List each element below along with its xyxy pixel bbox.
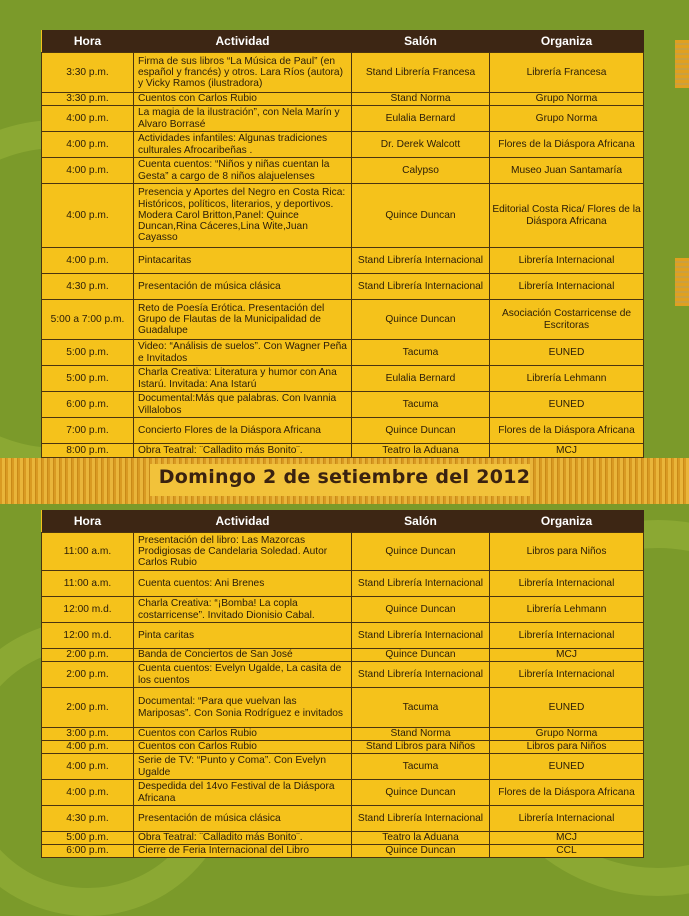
cell-hora: 7:00 p.m. [42, 418, 134, 444]
cell-salon: Tacuma [352, 688, 490, 728]
cell-actividad: Presencia y Aportes del Negro en Costa Rica: Históricos, políticos, literarios, y deportivos. Modera Carol Britton,Panel: Quince Duncan,Rina Cáceres,Lina Wite,Juan Cayasso [134, 184, 352, 248]
table-row [42, 340, 644, 366]
header-actividad: Actividad [134, 510, 352, 533]
cell-salon: Eulalia Bernard [352, 366, 490, 392]
cell-actividad: Cierre de Feria Internacional del Libro [134, 845, 352, 858]
cell-salon: Stand Librería Internacional [352, 623, 490, 649]
cell-hora: 5:00 p.m. [42, 340, 134, 366]
cell-actividad: La magia de la ilustración”, con Nela Marín y Alvaro Borrasé [134, 106, 352, 132]
table-row [42, 728, 644, 741]
table-row [42, 806, 644, 832]
table-row [42, 649, 644, 662]
cell-actividad: Cuentos con Carlos Rubio [134, 728, 352, 741]
table-header-row [42, 30, 644, 53]
cell-hora: 12:00 m.d. [42, 623, 134, 649]
cell-organiza: Editorial Costa Rica/ Flores de la Diáspora Africana [490, 184, 644, 248]
table-row [42, 662, 644, 688]
cell-salon: Tacuma [352, 392, 490, 418]
table-row [42, 106, 644, 132]
cell-hora: 3:30 p.m. [42, 93, 134, 106]
cell-actividad: Documental: “Para que vuelvan las Mariposas”. Con Sonia Rodríguez e invitados [134, 688, 352, 728]
cell-hora: 4:00 p.m. [42, 248, 134, 274]
cell-hora: 4:00 p.m. [42, 184, 134, 248]
table-row [42, 93, 644, 106]
header-actividad: Actividad [134, 30, 352, 53]
table-row [42, 53, 644, 93]
cell-hora: 4:00 p.m. [42, 106, 134, 132]
table-row [42, 688, 644, 728]
cell-salon: Quince Duncan [352, 418, 490, 444]
cell-salon: Quince Duncan [352, 184, 490, 248]
cell-organiza: Grupo Norma [490, 93, 644, 106]
cell-actividad: Charla Creativa: Literatura y humor con Ana Istarú. Invitada: Ana Istarú [134, 366, 352, 392]
table-row [42, 623, 644, 649]
cell-hora: 4:30 p.m. [42, 274, 134, 300]
cell-salon: Stand Librería Internacional [352, 571, 490, 597]
cell-actividad: Pinta caritas [134, 623, 352, 649]
cell-actividad: Cuentos con Carlos Rubio [134, 741, 352, 754]
cell-salon: Quince Duncan [352, 649, 490, 662]
cell-organiza: MCJ [490, 649, 644, 662]
table-header-row [42, 510, 644, 533]
header-salon: Salón [352, 510, 490, 533]
cell-salon: Dr. Derek Walcott [352, 132, 490, 158]
cell-actividad: Cuenta cuentos: Ani Brenes [134, 571, 352, 597]
cell-hora: 11:00 a.m. [42, 533, 134, 571]
cell-hora: 5:00 p.m. [42, 832, 134, 845]
cell-organiza: Librería Lehmann [490, 597, 644, 623]
cell-salon: Quince Duncan [352, 597, 490, 623]
cell-salon: Stand Librería Internacional [352, 248, 490, 274]
cell-hora: 4:30 p.m. [42, 806, 134, 832]
side-tab-decoration [675, 258, 689, 306]
cell-hora: 2:00 p.m. [42, 649, 134, 662]
cell-salon: Stand Librería Internacional [352, 274, 490, 300]
cell-organiza: Librería Internacional [490, 806, 644, 832]
table-row [42, 274, 644, 300]
cell-hora: 2:00 p.m. [42, 688, 134, 728]
cell-organiza: Librería Internacional [490, 623, 644, 649]
day-banner [0, 458, 689, 504]
table-row [42, 533, 644, 571]
cell-hora: 4:00 p.m. [42, 754, 134, 780]
cell-organiza: Librería Internacional [490, 571, 644, 597]
cell-salon: Quince Duncan [352, 845, 490, 858]
schedule-table-day1 [41, 30, 644, 458]
cell-hora: 6:00 p.m. [42, 392, 134, 418]
cell-organiza: Museo Juan Santamaría [490, 158, 644, 184]
cell-hora: 5:00 a 7:00 p.m. [42, 300, 134, 340]
table-row [42, 571, 644, 597]
cell-organiza: CCL [490, 845, 644, 858]
cell-organiza: Grupo Norma [490, 106, 644, 132]
cell-actividad: Presentación de música clásica [134, 806, 352, 832]
table-row [42, 444, 644, 458]
header-hora: Hora [42, 30, 134, 53]
cell-salon: Stand Libros para Niños [352, 741, 490, 754]
header-organiza: Organiza [490, 510, 644, 533]
table-row [42, 132, 644, 158]
cell-organiza: Asociación Costarricense de Escritoras [490, 300, 644, 340]
table-row [42, 366, 644, 392]
table-row [42, 741, 644, 754]
cell-actividad: Documental:Más que palabras. Con Ivannia Villalobos [134, 392, 352, 418]
table-row [42, 754, 644, 780]
cell-hora: 6:00 p.m. [42, 845, 134, 858]
cell-organiza: EUNED [490, 340, 644, 366]
cell-organiza: Librería Lehmann [490, 366, 644, 392]
table-row [42, 300, 644, 340]
header-organiza: Organiza [490, 30, 644, 53]
cell-actividad: Presentación del libro: Las Mazorcas Prodigiosas de Candelaria Soledad. Autor Carlos Rubio [134, 533, 352, 571]
cell-hora: 12:00 m.d. [42, 597, 134, 623]
cell-actividad: Firma de sus libros “La Música de Paul” (en español y francés) y otros. Lara Ríos (autora) y Vicky Ramos (ilustradora) [134, 53, 352, 93]
table-row [42, 845, 644, 858]
cell-actividad: Video: “Análisis de suelos”. Con Wagner Peña e Invitados [134, 340, 352, 366]
cell-organiza: Librería Internacional [490, 274, 644, 300]
cell-salon: Calypso [352, 158, 490, 184]
cell-salon: Teatro la Aduana [352, 444, 490, 458]
cell-actividad: Cuenta cuentos: Evelyn Ugalde, La casita de los cuentos [134, 662, 352, 688]
cell-salon: Teatro la Aduana [352, 832, 490, 845]
day-title: Domingo 2 de setiembre del 2012 [158, 466, 531, 488]
cell-hora: 4:00 p.m. [42, 780, 134, 806]
cell-actividad: Concierto Flores de la Diáspora Africana [134, 418, 352, 444]
cell-actividad: Obra Teatral: ¨Calladito más Bonito¨. [134, 444, 352, 458]
cell-organiza: Flores de la Diáspora Africana [490, 418, 644, 444]
cell-organiza: EUNED [490, 688, 644, 728]
cell-actividad: Pintacaritas [134, 248, 352, 274]
cell-salon: Stand Librería Internacional [352, 662, 490, 688]
cell-actividad: Despedida del 14vo Festival de la Diáspora Africana [134, 780, 352, 806]
cell-salon: Quince Duncan [352, 300, 490, 340]
table-row [42, 184, 644, 248]
cell-salon: Stand Norma [352, 93, 490, 106]
cell-organiza: Librería Internacional [490, 248, 644, 274]
cell-organiza: Grupo Norma [490, 728, 644, 741]
cell-salon: Stand Librería Internacional [352, 806, 490, 832]
cell-actividad: Presentación de música clásica [134, 274, 352, 300]
cell-salon: Stand Librería Francesa [352, 53, 490, 93]
side-tab-decoration [675, 40, 689, 88]
cell-hora: 3:30 p.m. [42, 53, 134, 93]
table-row [42, 248, 644, 274]
table-row [42, 418, 644, 444]
cell-hora: 4:00 p.m. [42, 741, 134, 754]
cell-organiza: Libros para Niños [490, 533, 644, 571]
cell-actividad: Obra Teatral: ¨Calladito más Bonito¨. [134, 832, 352, 845]
cell-organiza: MCJ [490, 444, 644, 458]
cell-organiza: Librería Francesa [490, 53, 644, 93]
cell-organiza: Flores de la Diáspora Africana [490, 780, 644, 806]
cell-actividad: Cuenta cuentos: “Niños y niñas cuentan la Gesta” a cargo de 8 niños alajuelenses [134, 158, 352, 184]
cell-actividad: Reto de Poesía Erótica. Presentación del Grupo de Flautas de la Municipalidad de Guadalupe [134, 300, 352, 340]
cell-actividad: Actividades infantiles: Algunas tradiciones culturales Afrocaribeñas . [134, 132, 352, 158]
header-salon: Salón [352, 30, 490, 53]
cell-actividad: Charla Creativa: “¡Bomba! La copla costarricense”. Invitado Dionisio Cabal. [134, 597, 352, 623]
cell-organiza: EUNED [490, 392, 644, 418]
cell-hora: 4:00 p.m. [42, 158, 134, 184]
cell-actividad: Banda de Conciertos de San José [134, 649, 352, 662]
table-row [42, 392, 644, 418]
schedule-table-day2 [41, 510, 644, 858]
cell-salon: Quince Duncan [352, 780, 490, 806]
cell-salon: Tacuma [352, 754, 490, 780]
cell-organiza: Librería Internacional [490, 662, 644, 688]
cell-actividad: Cuentos con Carlos Rubio [134, 93, 352, 106]
cell-hora: 11:00 a.m. [42, 571, 134, 597]
cell-hora: 3:00 p.m. [42, 728, 134, 741]
cell-hora: 8:00 p.m. [42, 444, 134, 458]
cell-actividad: Serie de TV: “Punto y Coma”. Con Evelyn Ugalde [134, 754, 352, 780]
cell-salon: Quince Duncan [352, 533, 490, 571]
cell-salon: Eulalia Bernard [352, 106, 490, 132]
cell-organiza: Libros para Niños [490, 741, 644, 754]
cell-hora: 5:00 p.m. [42, 366, 134, 392]
cell-organiza: EUNED [490, 754, 644, 780]
cell-hora: 2:00 p.m. [42, 662, 134, 688]
cell-salon: Tacuma [352, 340, 490, 366]
header-hora: Hora [42, 510, 134, 533]
cell-salon: Stand Norma [352, 728, 490, 741]
cell-hora: 4:00 p.m. [42, 132, 134, 158]
cell-organiza: MCJ [490, 832, 644, 845]
table-row [42, 597, 644, 623]
cell-organiza: Flores de la Diáspora Africana [490, 132, 644, 158]
table-row [42, 158, 644, 184]
table-row [42, 780, 644, 806]
table-row [42, 832, 644, 845]
